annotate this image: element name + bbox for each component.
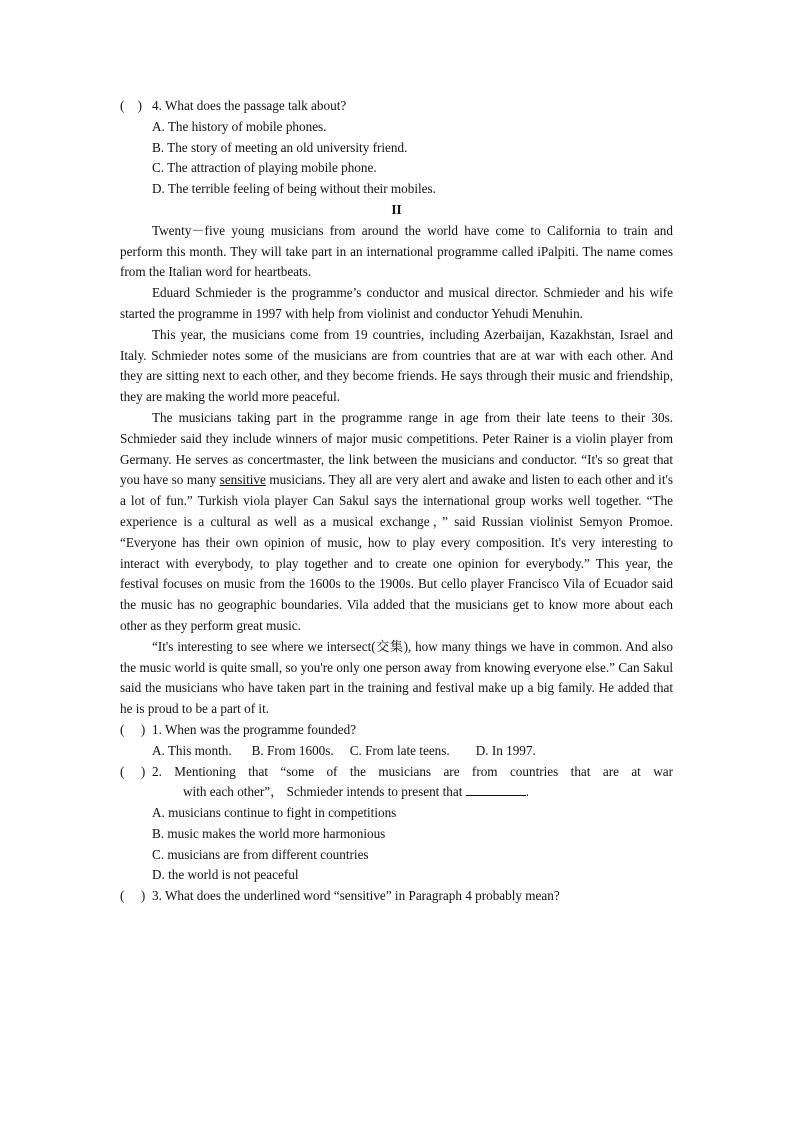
question-4-option-b: B. The story of meeting an old university friend.	[152, 139, 408, 155]
question-2-option-d: D. the world is not peaceful	[152, 867, 299, 883]
question-1-option-d: D. In 1997.	[475, 742, 536, 758]
question-1-options	[120, 741, 673, 762]
question-2-option-b: B. music makes the world more harmonious	[152, 825, 386, 841]
paragraph-5: “It's interesting to see where we intersect(交集), how many things we have in common. And also the music world is quite small, so you're only one person away from knowing everyone else.” Can Sakul said the musicians who have taken part in the training and festival make up a big family. He added that he is proud to be a part of it.	[120, 638, 673, 717]
answer-parentheses[interactable]: ( )	[120, 888, 146, 904]
question-1-option-c: C. From late teens.	[349, 742, 450, 758]
paragraph-3: This year, the musicians come from 19 countries, including Azerbaijan, Kazakhstan, Israel and Italy. Schmieder notes some of the musicians are from countries that are at war with each other. And they are sitting next to each other, and they become friends. He says through their music and friendship, they are making the world more peaceful.	[120, 326, 673, 405]
paragraph-4	[120, 408, 673, 637]
paragraph-2: Eduard Schmieder is the programme’s conductor and musical director. Schmieder and his wife started the programme in 1997 with help from violinist and conductor Yehudi Menuhin.	[120, 285, 673, 321]
question-4	[120, 96, 673, 117]
question-1-stem: 1. When was the programme founded?	[152, 721, 357, 737]
paragraph-4-part-1: The musicians taking part in the programme range in age from their late teens to their 30s. Schmieder said they include winners of major music competitions. Peter Rainer is a violin player from Germany. He serves as concertmaster, the link between the musicians and conductor. “It's so great that you have so many	[120, 409, 673, 488]
underlined-word: sensitive	[219, 472, 266, 488]
question-4-option-d: D. The terrible feeling of being without their mobiles.	[152, 181, 436, 197]
question-1-option-b: B. From 1600s.	[251, 742, 334, 758]
section-heading: II	[391, 201, 402, 217]
answer-parentheses[interactable]: ( )	[120, 721, 146, 737]
paragraph-1: Twenty－five young musicians from around the world have come to California to train and perform this month. They will take part in an international programme called iPalpiti. The name comes from the Italian word for heartbeats.	[120, 222, 673, 280]
question-3	[120, 886, 673, 907]
answer-parentheses[interactable]: ( )	[120, 763, 146, 779]
paragraph-4-part-2: musicians. They all are very alert and awake and listen to each other and it's a lot of fun.” Turkish viola player Can Sakul says the international group works well together. “The experience is a cultural as well as a musical exchange，” said Russian violinist Semyon Promoe. “Everyone has their own opinion of music, how to play every composition. It's very interesting to interact with everybody, to play together and to create one opinion for everybody.” This year, the festival focuses on music from the 1600s to the 1900s. But cello player Francisco Vila of Ecuador said the music has no geographic boundaries. Vila added that the musicians get to know more about each other as they perform great music.	[120, 472, 674, 633]
answer-blank[interactable]	[466, 783, 526, 796]
question-4-option-a: A. The history of mobile phones.	[152, 118, 327, 134]
question-1-option-a: A. This month.	[152, 742, 232, 758]
question-4-stem: 4. What does the passage talk about?	[152, 98, 347, 113]
question-2-option-a: A. musicians continue to fight in competitions	[152, 805, 397, 821]
question-1	[120, 720, 673, 741]
worksheet-page	[120, 96, 673, 907]
question-3-stem: 3. What does the underlined word “sensitive” in Paragraph 4 probably mean?	[152, 888, 560, 904]
answer-parentheses[interactable]: ( )	[120, 98, 142, 113]
question-2	[120, 762, 673, 783]
question-2-stem-line-1: 2. Mentioning that “some of the musicians are from countries that are at war	[152, 763, 673, 779]
question-4-option-c: C. The attraction of playing mobile phone.	[152, 160, 377, 176]
question-2-stem-line-2: with each other”， Schmieder intends to present that .	[183, 784, 530, 800]
question-2-option-c: C. musicians are from different countries	[152, 846, 369, 862]
